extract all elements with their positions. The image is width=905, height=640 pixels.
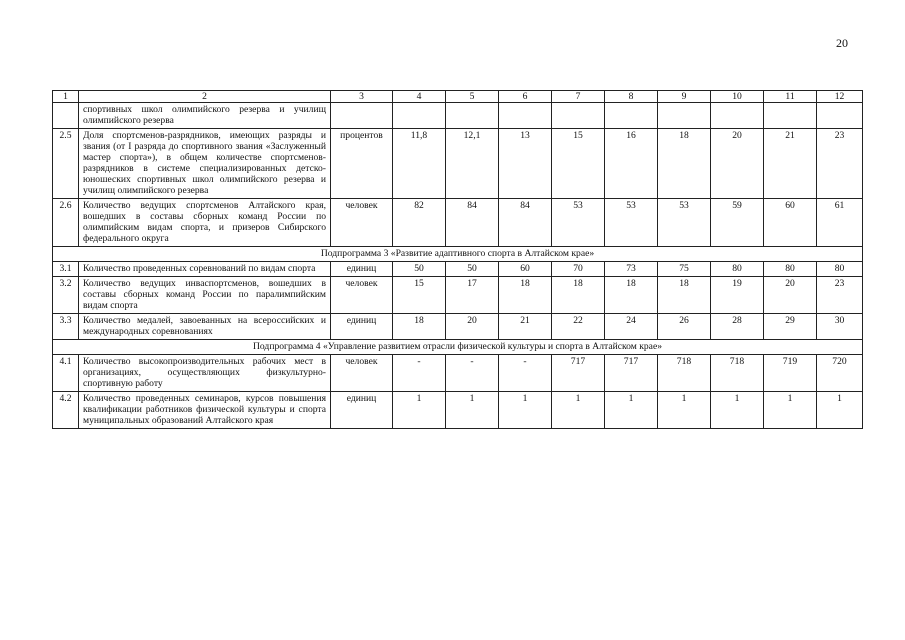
indicator-value: 28 [711, 314, 764, 340]
subprogram-title: Подпрограмма 4 «Управление развитием отрасли физической культуры и спорта в Алтайском крае» [53, 340, 863, 355]
column-header-row [53, 91, 863, 103]
indicator-value: 718 [711, 355, 764, 392]
indicator-value: 15 [552, 129, 605, 199]
indicator-description: Количество проведенных семинаров, курсов повышения квалификации работников физической культуры и спорта муниципальных образований Алтайского края [79, 392, 331, 429]
indicator-description: Количество ведущих инваспортсменов, вошедших в составы сборных команд России по паралимпийским видам спорта [79, 277, 331, 314]
section-row [53, 247, 863, 262]
indicator-value: 73 [605, 262, 658, 277]
indicator-value: 1 [711, 392, 764, 429]
column-header: 12 [817, 91, 863, 103]
row-number: 2.5 [53, 129, 79, 199]
table-row [53, 314, 863, 340]
indicator-value: 17 [446, 277, 499, 314]
indicator-value: 61 [817, 199, 863, 247]
indicator-value: 1 [764, 392, 817, 429]
indicator-value: 1 [552, 392, 605, 429]
unit-of-measure: процентов [331, 129, 393, 199]
indicator-value: 75 [658, 262, 711, 277]
indicator-value: 50 [446, 262, 499, 277]
indicator-value: 84 [446, 199, 499, 247]
indicator-value [446, 103, 499, 129]
indicator-value: 20 [764, 277, 817, 314]
table-row [53, 129, 863, 199]
indicator-description: Количество высокопроизводительных рабочих мест в организациях, осуществляющих физкультурно-спортивную работу [79, 355, 331, 392]
indicator-value: 84 [499, 199, 552, 247]
table-row [53, 199, 863, 247]
indicator-value: 1 [817, 392, 863, 429]
column-header: 4 [393, 91, 446, 103]
indicator-value: - [446, 355, 499, 392]
indicator-value: 22 [552, 314, 605, 340]
indicator-value: 12,1 [446, 129, 499, 199]
indicator-value: 18 [393, 314, 446, 340]
column-header: 9 [658, 91, 711, 103]
indicator-description: Количество ведущих спортсменов Алтайского края, вошедших в составы сборных команд России по олимпийским видам спорта, и призеров Сибирского федерального округа [79, 199, 331, 247]
table-body [53, 103, 863, 429]
indicator-value [605, 103, 658, 129]
indicator-value: 718 [658, 355, 711, 392]
indicator-value: 60 [764, 199, 817, 247]
row-number: 3.1 [53, 262, 79, 277]
row-number: 3.3 [53, 314, 79, 340]
indicator-value: 23 [817, 129, 863, 199]
unit-of-measure: единиц [331, 262, 393, 277]
page-number: 20 [836, 36, 848, 50]
row-number: 2.6 [53, 199, 79, 247]
indicator-value: 21 [764, 129, 817, 199]
indicator-value: 1 [446, 392, 499, 429]
indicator-value: 50 [393, 262, 446, 277]
indicator-description: Количество проведенных соревнований по видам спорта [79, 262, 331, 277]
unit-of-measure [331, 103, 393, 129]
indicator-value: 30 [817, 314, 863, 340]
column-header: 1 [53, 91, 79, 103]
indicator-value: 24 [605, 314, 658, 340]
indicator-value: 717 [605, 355, 658, 392]
section-row [53, 340, 863, 355]
column-header: 11 [764, 91, 817, 103]
indicator-value: 21 [499, 314, 552, 340]
table-row [53, 103, 863, 129]
indicators-table [52, 90, 863, 429]
table-row [53, 262, 863, 277]
indicator-value [817, 103, 863, 129]
table-row [53, 355, 863, 392]
indicator-value: 1 [658, 392, 711, 429]
column-header: 10 [711, 91, 764, 103]
column-header: 3 [331, 91, 393, 103]
indicator-value [658, 103, 711, 129]
indicator-description: спортивных школ олимпийского резерва и училищ олимпийского резерва [79, 103, 331, 129]
column-header: 8 [605, 91, 658, 103]
unit-of-measure: человек [331, 277, 393, 314]
unit-of-measure: единиц [331, 392, 393, 429]
indicator-value: 11,8 [393, 129, 446, 199]
indicator-value: 18 [499, 277, 552, 314]
column-header: 5 [446, 91, 499, 103]
row-number: 4.2 [53, 392, 79, 429]
indicator-value: 1 [605, 392, 658, 429]
unit-of-measure: человек [331, 199, 393, 247]
indicator-value: 60 [499, 262, 552, 277]
indicator-value: 719 [764, 355, 817, 392]
indicator-description: Доля спортсменов-разрядников, имеющих разряды и звания (от I разряда до спортивного звания «Заслуженный мастер спорта»), в общем количестве спортсменов-разрядников в системе специализированных детско-юношеских спортивных школ олимпийского резерва и училищ олимпийского резерва [79, 129, 331, 199]
indicator-value: 1 [499, 392, 552, 429]
indicator-value: 23 [817, 277, 863, 314]
indicator-value: 18 [658, 277, 711, 314]
indicator-value: 1 [393, 392, 446, 429]
table-row [53, 277, 863, 314]
indicator-value: 13 [499, 129, 552, 199]
indicator-value: 70 [552, 262, 605, 277]
row-number [53, 103, 79, 129]
indicator-value: 82 [393, 199, 446, 247]
indicator-description: Количество медалей, завоеванных на всероссийских и международных соревнованиях [79, 314, 331, 340]
indicator-value: 53 [605, 199, 658, 247]
indicator-value [764, 103, 817, 129]
indicator-value [552, 103, 605, 129]
indicator-value: 16 [605, 129, 658, 199]
indicator-value: 720 [817, 355, 863, 392]
indicator-value: 18 [658, 129, 711, 199]
indicator-value: 20 [446, 314, 499, 340]
column-header: 2 [79, 91, 331, 103]
indicator-value: 18 [552, 277, 605, 314]
indicator-value: - [393, 355, 446, 392]
row-number: 3.2 [53, 277, 79, 314]
subprogram-title: Подпрограмма 3 «Развитие адаптивного спорта в Алтайском крае» [53, 247, 863, 262]
indicator-value: 26 [658, 314, 711, 340]
column-header: 7 [552, 91, 605, 103]
indicator-value: 19 [711, 277, 764, 314]
indicator-value: 717 [552, 355, 605, 392]
unit-of-measure: человек [331, 355, 393, 392]
indicator-value: 53 [658, 199, 711, 247]
indicator-value: 80 [817, 262, 863, 277]
indicator-value: 80 [711, 262, 764, 277]
indicator-value [499, 103, 552, 129]
column-header: 6 [499, 91, 552, 103]
indicator-value: 29 [764, 314, 817, 340]
row-number: 4.1 [53, 355, 79, 392]
indicator-value [711, 103, 764, 129]
indicator-value: - [499, 355, 552, 392]
indicator-value: 59 [711, 199, 764, 247]
indicator-value: 15 [393, 277, 446, 314]
indicator-value: 80 [764, 262, 817, 277]
table-row [53, 392, 863, 429]
indicator-value: 53 [552, 199, 605, 247]
indicator-value [393, 103, 446, 129]
indicator-value: 20 [711, 129, 764, 199]
indicator-value: 18 [605, 277, 658, 314]
unit-of-measure: единиц [331, 314, 393, 340]
